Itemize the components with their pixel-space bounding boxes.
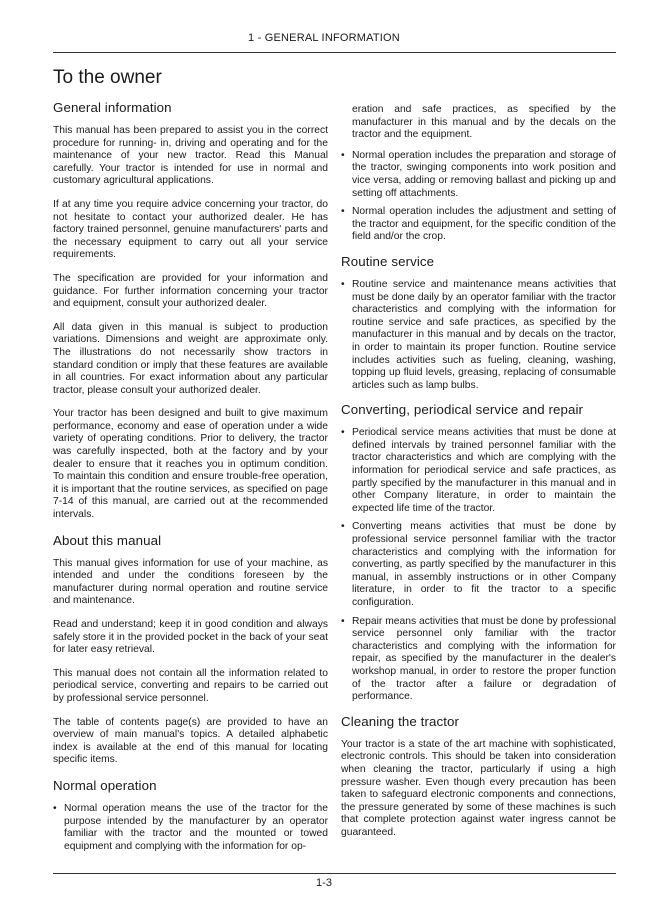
general-paragraph: If at any time you require advice concerning your tractor, do not hesitate to contact your authorized dealer. He has factory trained personnel, genuine manufacturers' parts and the necessary equipment to carry out all your service requirements. bbox=[53, 198, 328, 261]
normal-operation-list-continued bbox=[341, 104, 616, 142]
general-paragraph: All data given in this manual is subject to production variations. Dimensions and weight are approximate only. The illustrations do not necessarily show tractors in standard condition or imply that these features are available in all countries. For exact information about any particular tractor, please consult your authorized dealer. bbox=[53, 321, 328, 396]
bullet-item: • Normal operation includes the preparation and storage of the tractor, swinging components into work position and vice versa, adding or removing ballast and picking up and setting off attachments. bbox=[341, 150, 616, 200]
about-paragraph: This manual does not contain all the information related to periodical service, converting and repairs to be carried out by professional service personnel. bbox=[53, 667, 328, 704]
normal-operation-list bbox=[341, 150, 616, 244]
running-header: 1 - GENERAL INFORMATION bbox=[248, 32, 400, 44]
bullet-item: • Repair means activities that must be done by professional service personnel only familiar with the tractor characteristics and complying with the information for repair, as specified by the manufacturer in the dealer's workshop manual, in order to restore the proper function of the tractor after a failure or degradation of performance. bbox=[341, 616, 616, 704]
general-paragraph: The specification are provided for your information and guidance. For further information concerning your tractor and equipment, consult your authorized dealer. bbox=[53, 272, 328, 310]
about-paragraph: The table of contents page(s) are provided to have an overview of main manual's topics. A detailed alphabetic index is available at the end of this manual for locating specific items. bbox=[53, 716, 328, 766]
routine-service-heading: Routine service bbox=[341, 253, 435, 269]
bullet-item-continued: eration and safe practices, as specified by the manufacturer in this manual and by the decals on the tractor and the equipment. bbox=[352, 104, 616, 141]
general-paragraph: This manual has been prepared to assist you in the correct procedure for running- in, driving and operating and for the maintenance of your new tractor. Read this Manual carefully. Your tractor is intended for use in normal and customary agricultural applications. bbox=[53, 125, 328, 187]
bullet-item: • Periodical service means activities that must be done at defined intervals by trained personnel familiar with the tractor characteristics and which are complying with the information for periodical service and safe practices, as partly specified by the manufacturer in this manual and in other Company literature, in order to maintain the expected life time of the tractor. bbox=[341, 427, 616, 515]
right-column bbox=[341, 104, 616, 851]
bullet-item: • Normal operation includes the adjustment and setting of the tractor and equipment, for the specific condition of the field and/or the crop. bbox=[341, 206, 616, 244]
page-number: 1-3 bbox=[316, 877, 332, 889]
cleaning-heading: Cleaning the tractor bbox=[341, 713, 460, 729]
bullet-item: • Converting means activities that must be done by professional service personnel familiar with the tractor characteristics and complying with the information for converting, as partly specified by the manufacturer in this manual, in assembly instructions or in other Company literature, in order to fit the tractor to a specific configuration. bbox=[341, 521, 616, 609]
about-paragraph: This manual gives information for use of your machine, as intended and under the conditions foreseen by the manufacturer during normal operation and routine service and maintenance. bbox=[53, 557, 328, 607]
bullet-item: • Normal operation means the use of the tractor for the purpose intended by the manufacturer by an operator familiar with the tractor and the mounted or towed equipment and complying with the information for op- bbox=[53, 803, 328, 853]
about-paragraph: Read and understand; keep it in good condition and always safely store it in the provided pocket in the back of your seat for later easy retrieval. bbox=[53, 619, 328, 656]
page-title: To the owner bbox=[53, 67, 162, 88]
normal-operation-heading: Normal operation bbox=[53, 777, 157, 793]
normal-operation-list bbox=[53, 803, 328, 853]
left-column bbox=[53, 100, 328, 861]
bullet-item: • Routine service and maintenance means activities that must be done daily by an operator familiar with the tractor characteristics and complying with the information for routine service and safe practices, as specified by the manufacturer in this manual and by decals on the tractor, in order to maintain its proper function. Routine service includes activities such as fueling, cleaning, washing, topping up fluid levels, greasing, replacing of consumable articles such as lamp bulbs. bbox=[341, 279, 616, 392]
routine-service-list bbox=[341, 279, 616, 392]
converting-list bbox=[341, 427, 616, 703]
header-rule bbox=[53, 52, 616, 53]
footer-rule bbox=[53, 873, 616, 874]
general-paragraph: Your tractor has been designed and built to give maximum performance, economy and ease of operation under a wide variety of operating conditions. Prior to delivery, the tractor was carefully inspected, both at the factory and by your dealer to ensure that it reaches you in optimum condition. To maintain this condition and ensure trouble-free operation, it is important that the routine services, as specified on page 7-14 of this manual, are carried out at the recommended intervals. bbox=[53, 408, 328, 521]
cleaning-paragraph: Your tractor is a state of the art machine with sophisticated, electronic controls. This should be taken into consideration when cleaning the tractor, particularly if using a high pressure washer. Even though every precaution has been taken to safeguard electronic components and connections, the pressure generated by some of these machines is such that complete protection against water ingress cannot be guaranteed. bbox=[341, 738, 616, 838]
converting-heading: Converting, periodical service and repair bbox=[341, 402, 584, 418]
about-manual-heading: About this manual bbox=[53, 532, 162, 548]
general-information-heading: General information bbox=[53, 100, 172, 115]
